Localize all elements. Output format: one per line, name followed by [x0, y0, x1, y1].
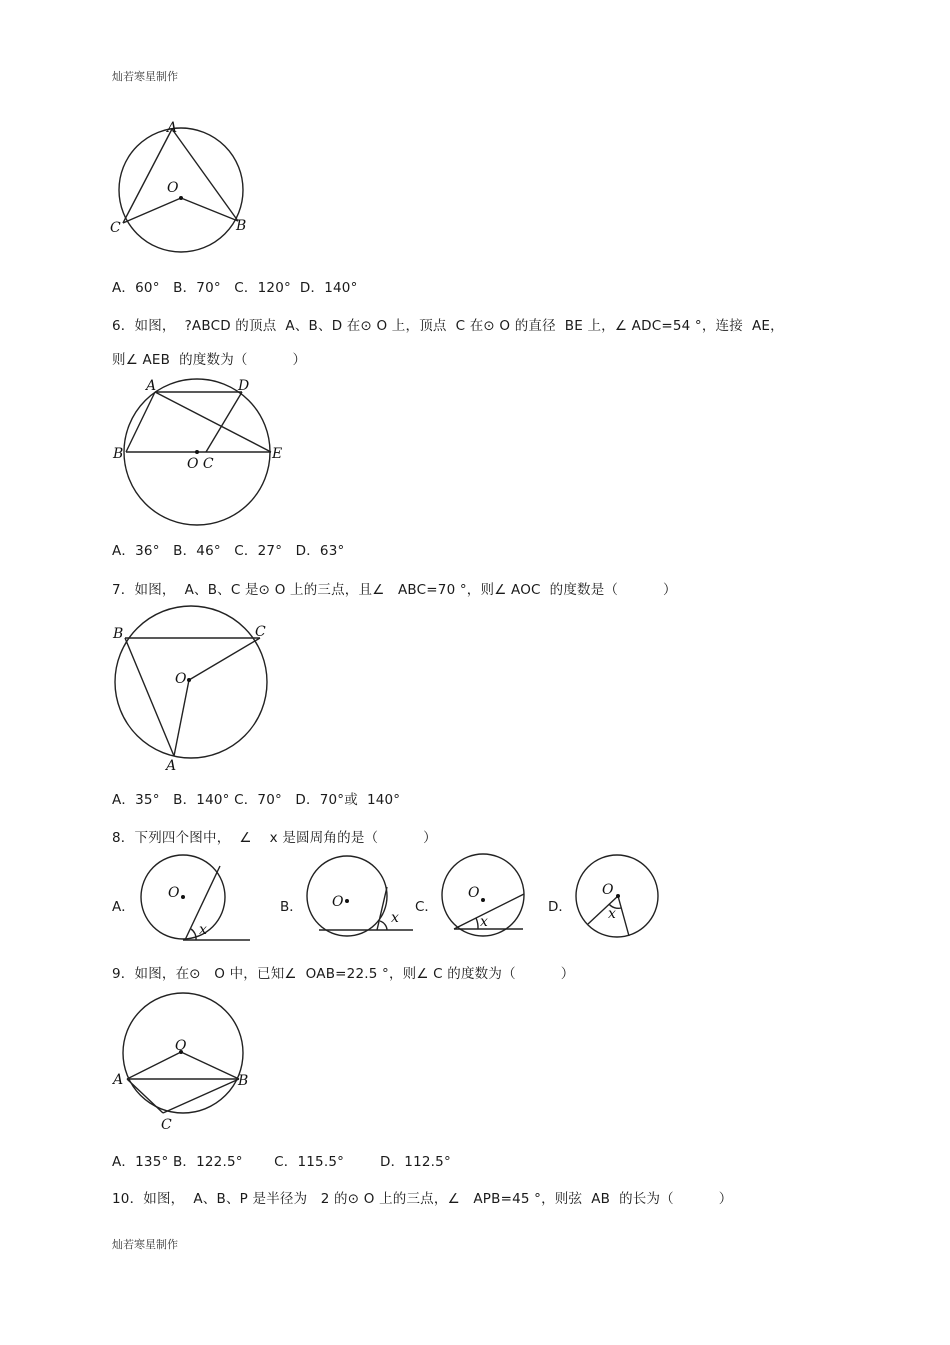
q8-figure-b [305, 852, 420, 947]
q9-label-o: O [175, 1038, 187, 1054]
q6-question-line1: 6．如图， ?ABCD 的顶点 A、B、D 在⊙ O 上，顶点 C 在⊙ O 的直径 BE 上，∠ ADC=54 °，连接 AE， [112, 318, 784, 334]
q7-label-b: B [113, 626, 124, 642]
page-header: 灿若寒星制作 [112, 70, 178, 83]
q8-b-o-label: O [332, 894, 344, 910]
q6-question-line2: 则∠ AEB 的度数为（ ） [112, 352, 307, 368]
page-footer: 灿若寒星制作 [112, 1238, 178, 1251]
q6-label-a: A [146, 378, 157, 394]
q9-figure [105, 995, 260, 1133]
q7-answers: A．35° B．140° C．70° D．70°或 140° [112, 792, 401, 808]
q9-answers: A．135° B．122.5° C．115.5° D．112.5° [112, 1154, 451, 1170]
q8-option-c-label: C． [415, 899, 438, 915]
q8-a-o-label: O [168, 885, 180, 901]
q6-label-b: B [113, 446, 124, 462]
q8-option-d-label: D． [548, 899, 572, 915]
q7-label-c: C [255, 624, 266, 640]
q8-figure-d [573, 852, 668, 947]
q9-label-b: B [238, 1073, 249, 1089]
q8-d-x-label: x [608, 906, 616, 922]
q8-a-x-label: x [199, 922, 207, 938]
q9-label-c: C [161, 1117, 172, 1133]
q9-label-a: A [113, 1072, 124, 1088]
q6-label-oc: O C [187, 456, 214, 472]
q6-answers: A．36° B．46° C．27° D．63° [112, 543, 345, 559]
q6-label-e: E [272, 446, 283, 462]
q8-option-a-label: A． [112, 899, 135, 915]
q7-label-o: O [175, 671, 187, 687]
q5-label-a: A [167, 120, 178, 136]
q9-question: 9．如图，在⊙ O 中，已知∠ OAB=22.5 °，则∠ C 的度数为（ ） [112, 966, 575, 982]
q8-figure-a [138, 852, 253, 947]
q5-label-b: B [236, 218, 247, 234]
q7-label-a: A [166, 758, 177, 774]
q5-label-c: C [110, 220, 121, 236]
q6-label-d: D [238, 378, 250, 394]
q7-figure [105, 600, 280, 775]
q8-d-o-label: O [602, 882, 614, 898]
q8-question: 8．下列四个图中， ∠ x 是圆周角的是（ ） [112, 830, 437, 846]
q5-answers: A．60° B．70° C．120° D．140° [112, 280, 358, 296]
q8-option-b-label: B． [280, 899, 303, 915]
q7-question: 7．如图， A、B、C 是⊙ O 上的三点，且∠ ABC=70 °，则∠ AOC 的度数是（ ） [112, 582, 677, 598]
q8-b-x-label: x [391, 910, 399, 926]
q8-figure-c [440, 852, 535, 947]
q8-c-o-label: O [468, 885, 480, 901]
q8-c-x-label: x [480, 914, 488, 930]
q5-label-o: O [167, 180, 179, 196]
q6-figure [105, 372, 290, 527]
q5-figure [105, 120, 255, 265]
q10-question: 10．如图， A、B、P 是半径为 2 的⊙ O 上的三点，∠ APB=45 °，则弦 AB 的长为（ ） [112, 1191, 733, 1207]
